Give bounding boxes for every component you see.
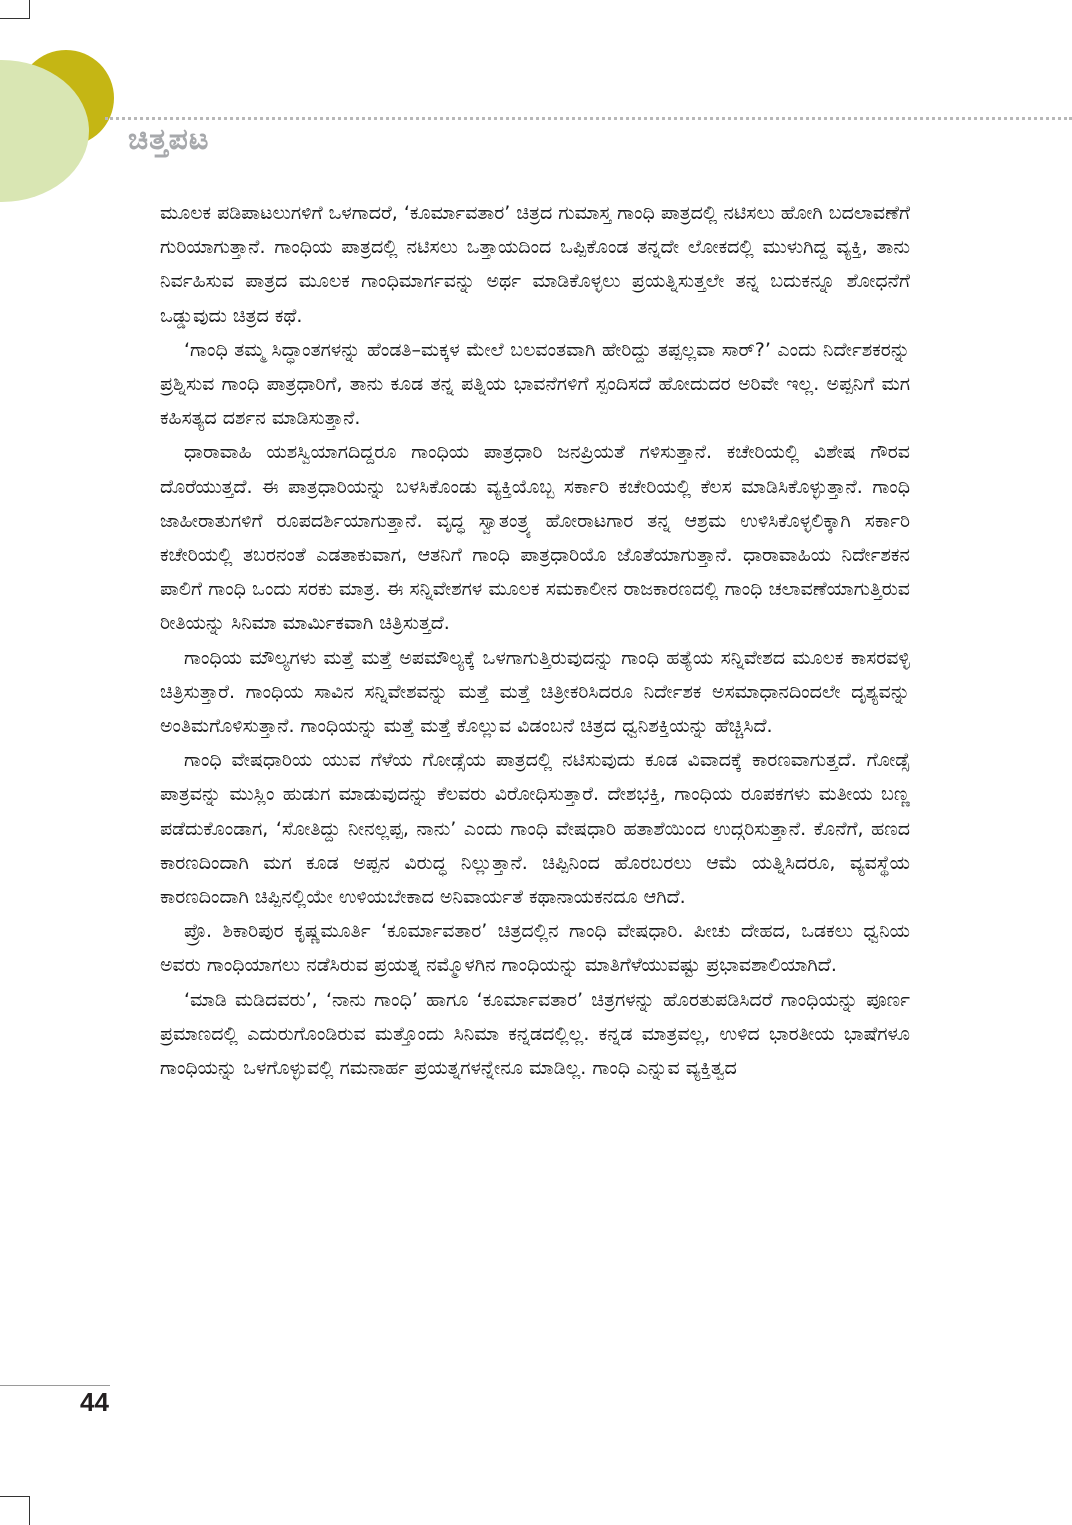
- crop-mark-bottom-left-horizontal: [0, 1496, 30, 1497]
- footer-rule: [0, 1385, 110, 1386]
- paragraph: ಗಾಂಧಿಯ ಮೌಲ್ಯಗಳು ಮತ್ತೆ ಮತ್ತೆ ಅಪಮೌಲ್ಯಕ್ಕೆ ಒಳಗಾಗುತ್ತಿರುವುದನ್ನು ಗಾಂಧಿ ಹತ್ಯೆಯ ಸನ್ನಿವೇಶದ ಮೂಲಕ ಕಾಸರವಳ್ಳಿ ಚಿತ್ರಿಸುತ್ತಾರೆ. ಗಾಂಧಿಯ ಸಾವಿನ ಸನ್ನಿವೇಶವನ್ನು ಮತ್ತೆ ಮತ್ತೆ ಚಿತ್ರೀಕರಿಸಿದರೂ ನಿರ್ದೇಶಕ ಅಸಮಾಧಾನದಿಂದಲೇ ದೃಶ್ಯವನ್ನು ಅಂತಿಮಗೊಳಿಸುತ್ತಾನೆ. ಗಾಂಧಿಯನ್ನು ಮತ್ತೆ ಮತ್ತೆ ಕೊಲ್ಲುವ ವಿಡಂಬನೆ ಚಿತ್ರದ ಧ್ವನಿಶಕ್ತಿಯನ್ನು ಹೆಚ್ಚಿಸಿದೆ.: [160, 646, 910, 738]
- article-body: [160, 196, 910, 1085]
- paragraph: ‘ಮಾಡಿ ಮಡಿದವರು’, ‘ನಾನು ಗಾಂಧಿ’ ಹಾಗೂ ‘ಕೂರ್ಮಾವತಾರ’ ಚಿತ್ರಗಳನ್ನು ಹೊರತುಪಡಿಸಿದರೆ ಗಾಂಧಿಯನ್ನು ಪೂರ್ಣ ಪ್ರಮಾಣದಲ್ಲಿ ಎದುರುಗೊಂಡಿರುವ ಮತ್ತೊಂದು ಸಿನಿಮಾ ಕನ್ನಡದಲ್ಲಿಲ್ಲ. ಕನ್ನಡ ಮಾತ್ರವಲ್ಲ, ಉಳಿದ ಭಾರತೀಯ ಭಾಷೆಗಳೂ ಗಾಂಧಿಯನ್ನು ಒಳಗೊಳ್ಳುವಲ್ಲಿ ಗಮನಾರ್ಹ ಪ್ರಯತ್ನಗಳನ್ನೇನೂ ಮಾಡಿಲ್ಲ. ಗಾಂಧಿ ಎನ್ನುವ ವ್ಯಕ್ತಿತ್ವದ: [160, 988, 910, 1080]
- paragraph: ಮೂಲಕ ಪಡಿಪಾಟಲುಗಳಿಗೆ ಒಳಗಾದರೆ, ‘ಕೂರ್ಮಾವತಾರ’ ಚಿತ್ರದ ಗುಮಾಸ್ತ ಗಾಂಧಿ ಪಾತ್ರದಲ್ಲಿ ನಟಿಸಲು ಹೋಗಿ ಬದಲಾವಣೆಗೆ ಗುರಿಯಾಗುತ್ತಾನೆ. ಗಾಂಧಿಯ ಪಾತ್ರದಲ್ಲಿ ನಟಿಸಲು ಒತ್ತಾಯದಿಂದ ಒಪ್ಪಿಕೊಂಡ ತನ್ನದೇ ಲೋಕದಲ್ಲಿ ಮುಳುಗಿದ್ದ ವ್ಯಕ್ತಿ, ತಾನು ನಿರ್ವಹಿಸುವ ಪಾತ್ರದ ಮೂಲಕ ಗಾಂಧಿಮಾರ್ಗವನ್ನು ಅರ್ಥ ಮಾಡಿಕೊಳ್ಳಲು ಪ್ರಯತ್ನಿಸುತ್ತಲೇ ತನ್ನ ಬದುಕನ್ನೂ ಶೋಧನೆಗೆ ಒಡ್ಡುವುದು ಚಿತ್ರದ ಕಥೆ.: [160, 202, 910, 327]
- paragraph: ‘ಗಾಂಧಿ ತಮ್ಮ ಸಿದ್ಧಾಂತಗಳನ್ನು ಹೆಂಡತಿ–ಮಕ್ಕಳ ಮೇಲೆ ಬಲವಂತವಾಗಿ ಹೇರಿದ್ದು ತಪ್ಪಲ್ಲವಾ ಸಾರ್?’ ಎಂದು ನಿರ್ದೇಶಕರನ್ನು ಪ್ರಶ್ನಿಸುವ ಗಾಂಧಿ ಪಾತ್ರಧಾರಿಗೆ, ತಾನು ಕೂಡ ತನ್ನ ಪತ್ನಿಯ ಭಾವನೆಗಳಿಗೆ ಸ್ಪಂದಿಸದೆ ಹೋದುದರ ಅರಿವೇ ಇಲ್ಲ. ಅಪ್ಪನಿಗೆ ಮಗ ಕಹಿಸತ್ಯದ ದರ್ಶನ ಮಾಡಿಸುತ್ತಾನೆ.: [160, 338, 910, 430]
- paragraph: ಪ್ರೊ. ಶಿಕಾರಿಪುರ ಕೃಷ್ಣಮೂರ್ತಿ ‘ಕೂರ್ಮಾವತಾರ’ ಚಿತ್ರದಲ್ಲಿನ ಗಾಂಧಿ ವೇಷಧಾರಿ. ಪೀಚು ದೇಹದ, ಒಡಕಲು ಧ್ವನಿಯ ಅವರು ಗಾಂಧಿಯಾಗಲು ನಡೆಸಿರುವ ಪ್ರಯತ್ನ ನಮ್ಮೊಳಗಿನ ಗಾಂಧಿಯನ್ನು ಮಾತಿಗೆಳೆಯುವಷ್ಟು ಪ್ರಭಾವಶಾಲಿಯಾಗಿದೆ.: [160, 920, 910, 977]
- paragraph: ಗಾಂಧಿ ವೇಷಧಾರಿಯ ಯುವ ಗೆಳೆಯ ಗೋಡ್ಸೆಯ ಪಾತ್ರದಲ್ಲಿ ನಟಿಸುವುದು ಕೂಡ ವಿವಾದಕ್ಕೆ ಕಾರಣವಾಗುತ್ತದೆ. ಗೋಡ್ಸೆ ಪಾತ್ರವನ್ನು ಮುಸ್ಲಿಂ ಹುಡುಗ ಮಾಡುವುದನ್ನು ಕೆಲವರು ವಿರೋಧಿಸುತ್ತಾರೆ. ದೇಶಭಕ್ತಿ, ಗಾಂಧಿಯ ರೂಪಕಗಳು ಮತೀಯ ಬಣ್ಣ ಪಡೆದುಕೊಂಡಾಗ, ‘ಸೋತಿದ್ದು ನೀನಲ್ಲಪ್ಪ, ನಾನು’ ಎಂದು ಗಾಂಧಿ ವೇಷಧಾರಿ ಹತಾಶೆಯಿಂದ ಉದ್ಗರಿಸುತ್ತಾನೆ. ಕೊನೆಗೆ, ಹಣದ ಕಾರಣದಿಂದಾಗಿ ಮಗ ಕೂಡ ಅಪ್ಪನ ವಿರುದ್ಧ ನಿಲ್ಲುತ್ತಾನೆ. ಚಿಪ್ಪಿನಿಂದ ಹೊರಬರಲು ಆಮೆ ಯತ್ನಿಸಿದರೂ, ವ್ಯವಸ್ಥೆಯ ಕಾರಣದಿಂದಾಗಿ ಚಿಪ್ಪಿನಲ್ಲಿಯೇ ಉಳಿಯಬೇಕಾದ ಅನಿವಾರ್ಯತೆ ಕಥಾನಾಯಕನದೂ ಆಗಿದೆ.: [160, 749, 910, 909]
- page-number: 44: [80, 1387, 109, 1417]
- crop-mark-bottom-left-vertical: [29, 1496, 30, 1525]
- header-dotted-rule: [105, 117, 1072, 120]
- section-title: ಚಿತ್ತಪಟ: [128, 122, 210, 157]
- crop-mark-top-left-horizontal: [0, 18, 30, 19]
- paragraph: ಧಾರಾವಾಹಿ ಯಶಸ್ವಿಯಾಗದಿದ್ದರೂ ಗಾಂಧಿಯ ಪಾತ್ರಧಾರಿ ಜನಪ್ರಿಯತೆ ಗಳಿಸುತ್ತಾನೆ. ಕಚೇರಿಯಲ್ಲಿ ವಿಶೇಷ ಗೌರವ ದೊರೆಯುತ್ತದೆ. ಈ ಪಾತ್ರಧಾರಿಯನ್ನು ಬಳಸಿಕೊಂಡು ವ್ಯಕ್ತಿಯೊಬ್ಬ ಸರ್ಕಾರಿ ಕಚೇರಿಯಲ್ಲಿ ಕೆಲಸ ಮಾಡಿಸಿಕೊಳ್ಳುತ್ತಾನೆ. ಗಾಂಧಿ ಜಾಹೀರಾತುಗಳಿಗೆ ರೂಪದರ್ಶಿಯಾಗುತ್ತಾನೆ. ವೃದ್ಧ ಸ್ವಾತಂತ್ರ್ಯ ಹೋರಾಟಗಾರ ತನ್ನ ಆಶ್ರಮ ಉಳಿಸಿಕೊಳ್ಳಲಿಕ್ಕಾಗಿ ಸರ್ಕಾರಿ ಕಚೇರಿಯಲ್ಲಿ ತಬರನಂತೆ ಎಡತಾಕುವಾಗ, ಆತನಿಗೆ ಗಾಂಧಿ ಪಾತ್ರಧಾರಿಯೊ ಜೊತೆಯಾಗುತ್ತಾನೆ. ಧಾರಾವಾಹಿಯ ನಿರ್ದೇಶಕನ ಪಾಲಿಗೆ ಗಾಂಧಿ ಒಂದು ಸರಕು ಮಾತ್ರ. ಈ ಸನ್ನಿವೇಶಗಳ ಮೂಲಕ ಸಮಕಾಲೀನ ರಾಜಕಾರಣದಲ್ಲಿ ಗಾಂಧಿ ಚಲಾವಣೆಯಾಗುತ್ತಿರುವ ರೀತಿಯನ್ನು ಸಿನಿಮಾ ಮಾರ್ಮಿಕವಾಗಿ ಚಿತ್ರಿಸುತ್ತದೆ.: [160, 441, 910, 635]
- crop-mark-top-left-vertical: [29, 0, 30, 18]
